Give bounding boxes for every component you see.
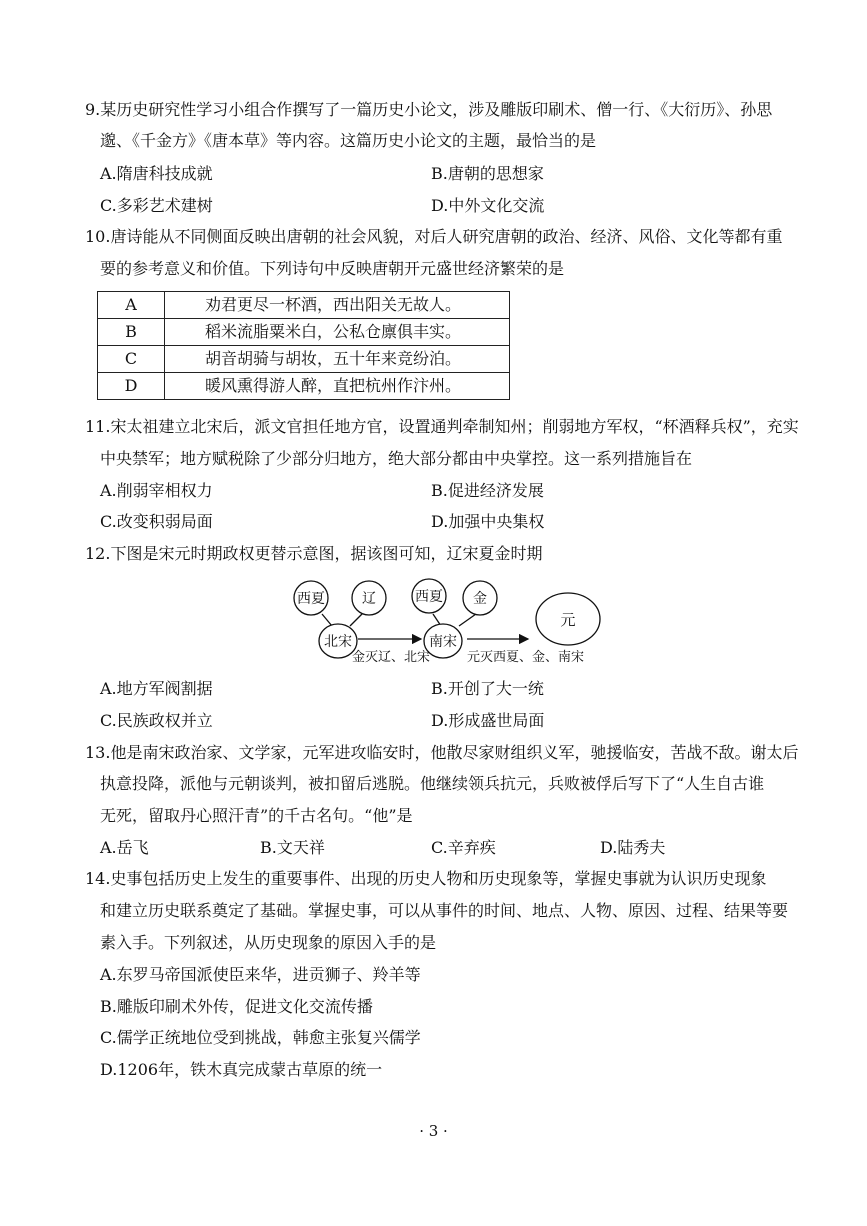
label-jin: 金 [473, 591, 487, 607]
q14-option-c[interactable]: C.儒学正统地位受到挑战，韩愈主张复兴儒学 [100, 1028, 421, 1047]
q13-stem-line3: 无死，留取丹心照汗青”的千古名句。“他”是 [100, 806, 413, 825]
q11-stem-line1: 11.宋太祖建立北宋后，派文官担任地方官，设置通判牵制知州；削弱地方军权，“杯酒释兵权”，充实 [85, 417, 799, 436]
q14-option-a[interactable]: A.东罗马帝国派使臣来华，进贡狮子、羚羊等 [100, 965, 421, 984]
q12-option-a[interactable]: A.地方军阀割据 [100, 679, 213, 698]
label-beisong: 北宋 [324, 634, 352, 650]
q10-row-key: A [98, 292, 165, 319]
q13-option-d[interactable]: D.陆秀夫 [600, 838, 666, 857]
q12-option-d[interactable]: D.形成盛世局面 [431, 711, 545, 730]
label-liao: 辽 [362, 591, 376, 607]
q10-stem-line2: 要的参考意义和价值。下列诗句中反映唐朝开元盛世经济繁荣的是 [100, 259, 565, 278]
label-xixia-2: 西夏 [415, 589, 443, 605]
q9-option-b[interactable]: B.唐朝的思想家 [431, 164, 544, 183]
label-xixia-1: 西夏 [297, 591, 325, 607]
q14-stem-line2: 和建立历史联系奠定了基础。掌握史事，可以从事件的时间、地点、人物、原因、过程、结果等要 [100, 901, 789, 920]
q9-option-d[interactable]: D.中外文化交流 [431, 196, 545, 215]
q12-option-c[interactable]: C.民族政权并立 [100, 711, 213, 730]
q13-stem-line1: 13.他是南宋政治家、文学家，元军进攻临安时，他散尽家财组织义军，驰援临安，苦战不敌。谢太后 [85, 743, 799, 762]
table-row[interactable] [98, 346, 510, 373]
q9-stem-line1: 9.某历史研究性学习小组合作撰写了一篇历史小论文，涉及雕版印刷术、僧一行、《大衍历》、孙思 [85, 100, 773, 119]
q10-row-text: 稻米流脂粟米白，公私仓廪俱丰实。 [165, 319, 510, 346]
q13-option-b[interactable]: B.文天祥 [260, 838, 325, 857]
label-arrow-1: 金灭辽、北宋 [352, 650, 431, 665]
page-number: · 3 · [419, 1122, 448, 1140]
q14-option-d[interactable]: D.1206年，铁木真完成蒙古草原的统一 [100, 1060, 383, 1079]
q12-option-b[interactable]: B.开创了大一统 [431, 679, 544, 698]
table-row[interactable] [98, 292, 510, 319]
label-arrow-2: 元灭西夏、金、南宋 [467, 650, 585, 665]
q14-stem-line1: 14.史事包括历史上发生的重要事件、出现的历史人物和历史现象等，掌握史事就为认识历史现象 [85, 869, 767, 888]
q13-option-c[interactable]: C.辛弃疾 [431, 838, 496, 857]
q11-option-a[interactable]: A.削弱宰相权力 [100, 481, 213, 500]
q10-row-key: C [98, 346, 165, 373]
q9-option-c[interactable]: C.多彩艺术建树 [100, 196, 213, 215]
q11-option-b[interactable]: B.促进经济发展 [431, 481, 544, 500]
q13-stem-line2: 执意投降，派他与元朝谈判，被扣留后逃脱。他继续领兵抗元，兵败被俘后写下了“人生自古谁 [100, 774, 765, 793]
q9-option-a[interactable]: A.隋唐科技成就 [100, 164, 213, 183]
q10-row-text: 胡音胡骑与胡妆，五十年来竞纷泊。 [165, 346, 510, 373]
q10-row-key: B [98, 319, 165, 346]
q10-poem-table [97, 291, 510, 400]
q11-stem-line2: 中央禁军；地方赋税除了少部分归地方，绝大部分都由中央掌控。这一系列措施旨在 [100, 449, 693, 468]
label-nansong: 南宋 [429, 634, 457, 650]
label-yuan: 元 [560, 611, 576, 629]
q14-option-b[interactable]: B.雕版印刷术外传，促进文化交流传播 [100, 997, 373, 1016]
q12-stem-line1: 12.下图是宋元时期政权更替示意图，据该图可知，辽宋夏金时期 [85, 544, 543, 563]
q14-stem-line3: 素入手。下列叙述，从历史现象的原因入手的是 [100, 933, 437, 952]
q13-option-a[interactable]: A.岳飞 [100, 838, 149, 857]
q11-option-d[interactable]: D.加强中央集权 [431, 512, 545, 531]
q11-option-c[interactable]: C.改变积弱局面 [100, 512, 213, 531]
q10-row-text: 劝君更尽一杯酒，西出阳关无故人。 [165, 292, 510, 319]
q10-row-text: 暖风熏得游人醉，直把杭州作汴州。 [165, 373, 510, 400]
regime-succession-diagram [290, 576, 610, 670]
table-row[interactable] [98, 319, 510, 346]
q10-row-key: D [98, 373, 165, 400]
q9-stem-line2: 邈、《千金方》《唐本草》等内容。这篇历史小论文的主题，最恰当的是 [100, 131, 597, 150]
table-row[interactable] [98, 373, 510, 400]
q10-stem-line1: 10.唐诗能从不同侧面反映出唐朝的社会风貌，对后人研究唐朝的政治、经济、风俗、文化等都有重 [85, 227, 783, 246]
